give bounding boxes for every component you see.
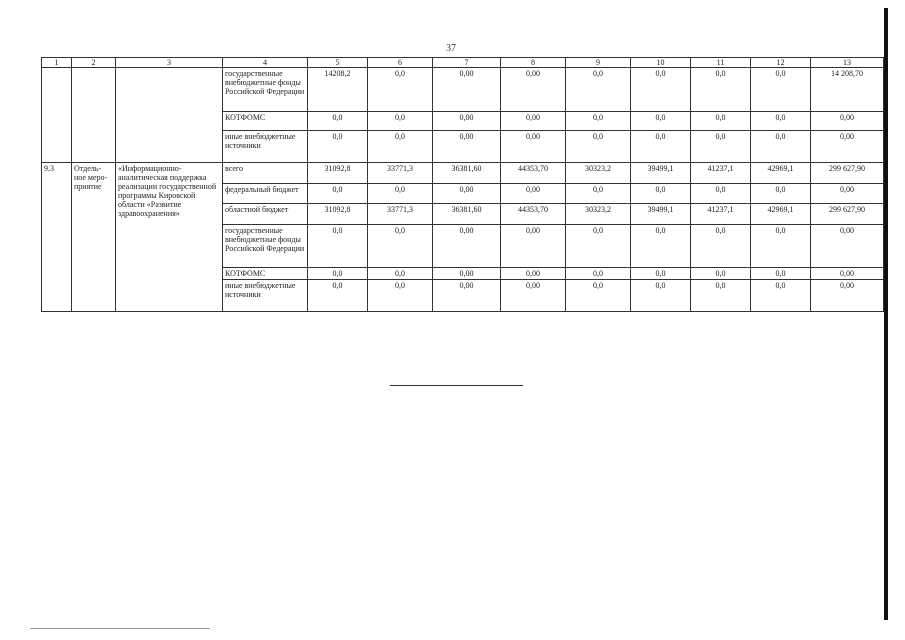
value-cell: 0,0 xyxy=(691,131,751,163)
funding-source-cell: КОТФОМС xyxy=(223,268,308,280)
value-cell: 36381,60 xyxy=(433,204,501,225)
value-cell: 0,0 xyxy=(751,225,811,268)
value-cell: 0,0 xyxy=(631,184,691,204)
funding-source-cell: КОТФОМС xyxy=(223,112,308,131)
value-cell: 0,00 xyxy=(811,225,884,268)
value-cell: 0,00 xyxy=(501,225,566,268)
value-cell: 41237,1 xyxy=(691,163,751,184)
header-cell: 9 xyxy=(566,58,631,68)
value-cell: 0,0 xyxy=(308,112,368,131)
value-cell: 0,0 xyxy=(631,112,691,131)
value-cell: 0,00 xyxy=(501,131,566,163)
funding-source-cell: государственные внебюджетные фонды Российской Федерации xyxy=(223,68,308,112)
value-cell: 0,0 xyxy=(566,131,631,163)
value-cell: 0,00 xyxy=(501,268,566,280)
value-cell: 39499,1 xyxy=(631,204,691,225)
header-cell: 10 xyxy=(631,58,691,68)
funding-source-cell: всего xyxy=(223,163,308,184)
funding-source-cell: иные внебюджетные источники xyxy=(223,131,308,163)
value-cell: 42969,1 xyxy=(751,163,811,184)
value-cell: 0,0 xyxy=(368,225,433,268)
value-cell: 0,0 xyxy=(631,280,691,312)
value-cell: 0,00 xyxy=(433,68,501,112)
value-cell: 0,0 xyxy=(566,112,631,131)
value-cell: 0,00 xyxy=(501,112,566,131)
value-cell: 0,00 xyxy=(433,225,501,268)
value-cell: 0,0 xyxy=(566,268,631,280)
header-cell: 2 xyxy=(72,58,116,68)
header-cell: 13 xyxy=(811,58,884,68)
value-cell: 42969,1 xyxy=(751,204,811,225)
value-cell: 30323,2 xyxy=(566,163,631,184)
value-cell: 0,0 xyxy=(691,268,751,280)
header-cell: 6 xyxy=(368,58,433,68)
value-cell: 36381,60 xyxy=(433,163,501,184)
value-cell: 0,0 xyxy=(368,112,433,131)
header-cell: 7 xyxy=(433,58,501,68)
value-cell: 0,00 xyxy=(501,184,566,204)
value-cell: 31092,8 xyxy=(308,163,368,184)
value-cell: 0,0 xyxy=(368,184,433,204)
item-title-cell xyxy=(116,68,223,163)
header-row xyxy=(42,58,884,68)
value-cell: 0,0 xyxy=(751,184,811,204)
value-cell: 0,0 xyxy=(566,225,631,268)
value-cell: 0,0 xyxy=(691,112,751,131)
item-title-cell: «Информационно-аналитическая поддержка реализации государственной программы Кировской области «Развитие здравоохранения» xyxy=(116,163,223,312)
funding-source-cell: федеральный бюджет xyxy=(223,184,308,204)
value-cell: 0,0 xyxy=(631,225,691,268)
table-row xyxy=(42,163,884,184)
value-cell: 0,0 xyxy=(308,268,368,280)
item-number-cell xyxy=(42,68,72,163)
value-cell: 0,00 xyxy=(501,68,566,112)
value-cell: 14 208,70 xyxy=(811,68,884,112)
value-cell: 0,0 xyxy=(368,68,433,112)
value-cell: 0,0 xyxy=(691,225,751,268)
header-cell: 11 xyxy=(691,58,751,68)
funding-source-cell: государственные внебюджетные фонды Российской Федерации xyxy=(223,225,308,268)
value-cell: 0,00 xyxy=(433,112,501,131)
value-cell: 0,0 xyxy=(751,68,811,112)
value-cell: 0,00 xyxy=(811,184,884,204)
value-cell: 0,0 xyxy=(751,112,811,131)
footer-line xyxy=(30,628,210,629)
value-cell: 0,00 xyxy=(811,268,884,280)
value-cell: 0,0 xyxy=(308,280,368,312)
funding-source-cell: областной бюджет xyxy=(223,204,308,225)
value-cell: 39499,1 xyxy=(631,163,691,184)
budget-table xyxy=(41,57,884,312)
separator-line xyxy=(390,385,523,386)
value-cell: 0,0 xyxy=(751,131,811,163)
value-cell: 31092,8 xyxy=(308,204,368,225)
value-cell: 0,0 xyxy=(631,68,691,112)
value-cell: 0,0 xyxy=(631,131,691,163)
value-cell: 30323,2 xyxy=(566,204,631,225)
value-cell: 0,00 xyxy=(501,280,566,312)
value-cell: 0,0 xyxy=(691,68,751,112)
header-cell: 1 xyxy=(42,58,72,68)
value-cell: 0,0 xyxy=(308,184,368,204)
item-number-cell: 9.3 xyxy=(42,163,72,312)
value-cell: 0,0 xyxy=(368,131,433,163)
value-cell: 0,00 xyxy=(433,268,501,280)
value-cell: 0,0 xyxy=(751,280,811,312)
page-number: 37 xyxy=(446,43,456,54)
item-status-cell: Отдель-ное меро-приятие xyxy=(72,163,116,312)
value-cell: 44353,70 xyxy=(501,163,566,184)
value-cell: 0,0 xyxy=(368,268,433,280)
value-cell: 0,00 xyxy=(433,280,501,312)
value-cell: 0,00 xyxy=(811,131,884,163)
value-cell: 0,0 xyxy=(308,225,368,268)
header-cell: 8 xyxy=(501,58,566,68)
value-cell: 299 627,90 xyxy=(811,163,884,184)
value-cell: 33771,3 xyxy=(368,204,433,225)
value-cell: 299 627,90 xyxy=(811,204,884,225)
scan-edge-bar xyxy=(884,8,888,620)
value-cell: 0,0 xyxy=(566,68,631,112)
value-cell: 33771,3 xyxy=(368,163,433,184)
value-cell: 0,00 xyxy=(433,131,501,163)
value-cell: 0,0 xyxy=(691,184,751,204)
value-cell: 14208,2 xyxy=(308,68,368,112)
funding-source-cell: иные внебюджетные источники xyxy=(223,280,308,312)
value-cell: 41237,1 xyxy=(691,204,751,225)
value-cell: 0,00 xyxy=(433,184,501,204)
value-cell: 0,0 xyxy=(691,280,751,312)
value-cell: 0,0 xyxy=(308,131,368,163)
header-cell: 12 xyxy=(751,58,811,68)
value-cell: 0,0 xyxy=(368,280,433,312)
value-cell: 0,00 xyxy=(811,112,884,131)
value-cell: 0,0 xyxy=(751,268,811,280)
value-cell: 44353,70 xyxy=(501,204,566,225)
value-cell: 0,00 xyxy=(811,280,884,312)
value-cell: 0,0 xyxy=(566,184,631,204)
header-cell: 5 xyxy=(308,58,368,68)
header-cell: 3 xyxy=(116,58,223,68)
header-cell: 4 xyxy=(223,58,308,68)
table-body xyxy=(42,58,884,312)
table-row xyxy=(42,68,884,112)
value-cell: 0,0 xyxy=(566,280,631,312)
item-status-cell xyxy=(72,68,116,163)
value-cell: 0,0 xyxy=(631,268,691,280)
